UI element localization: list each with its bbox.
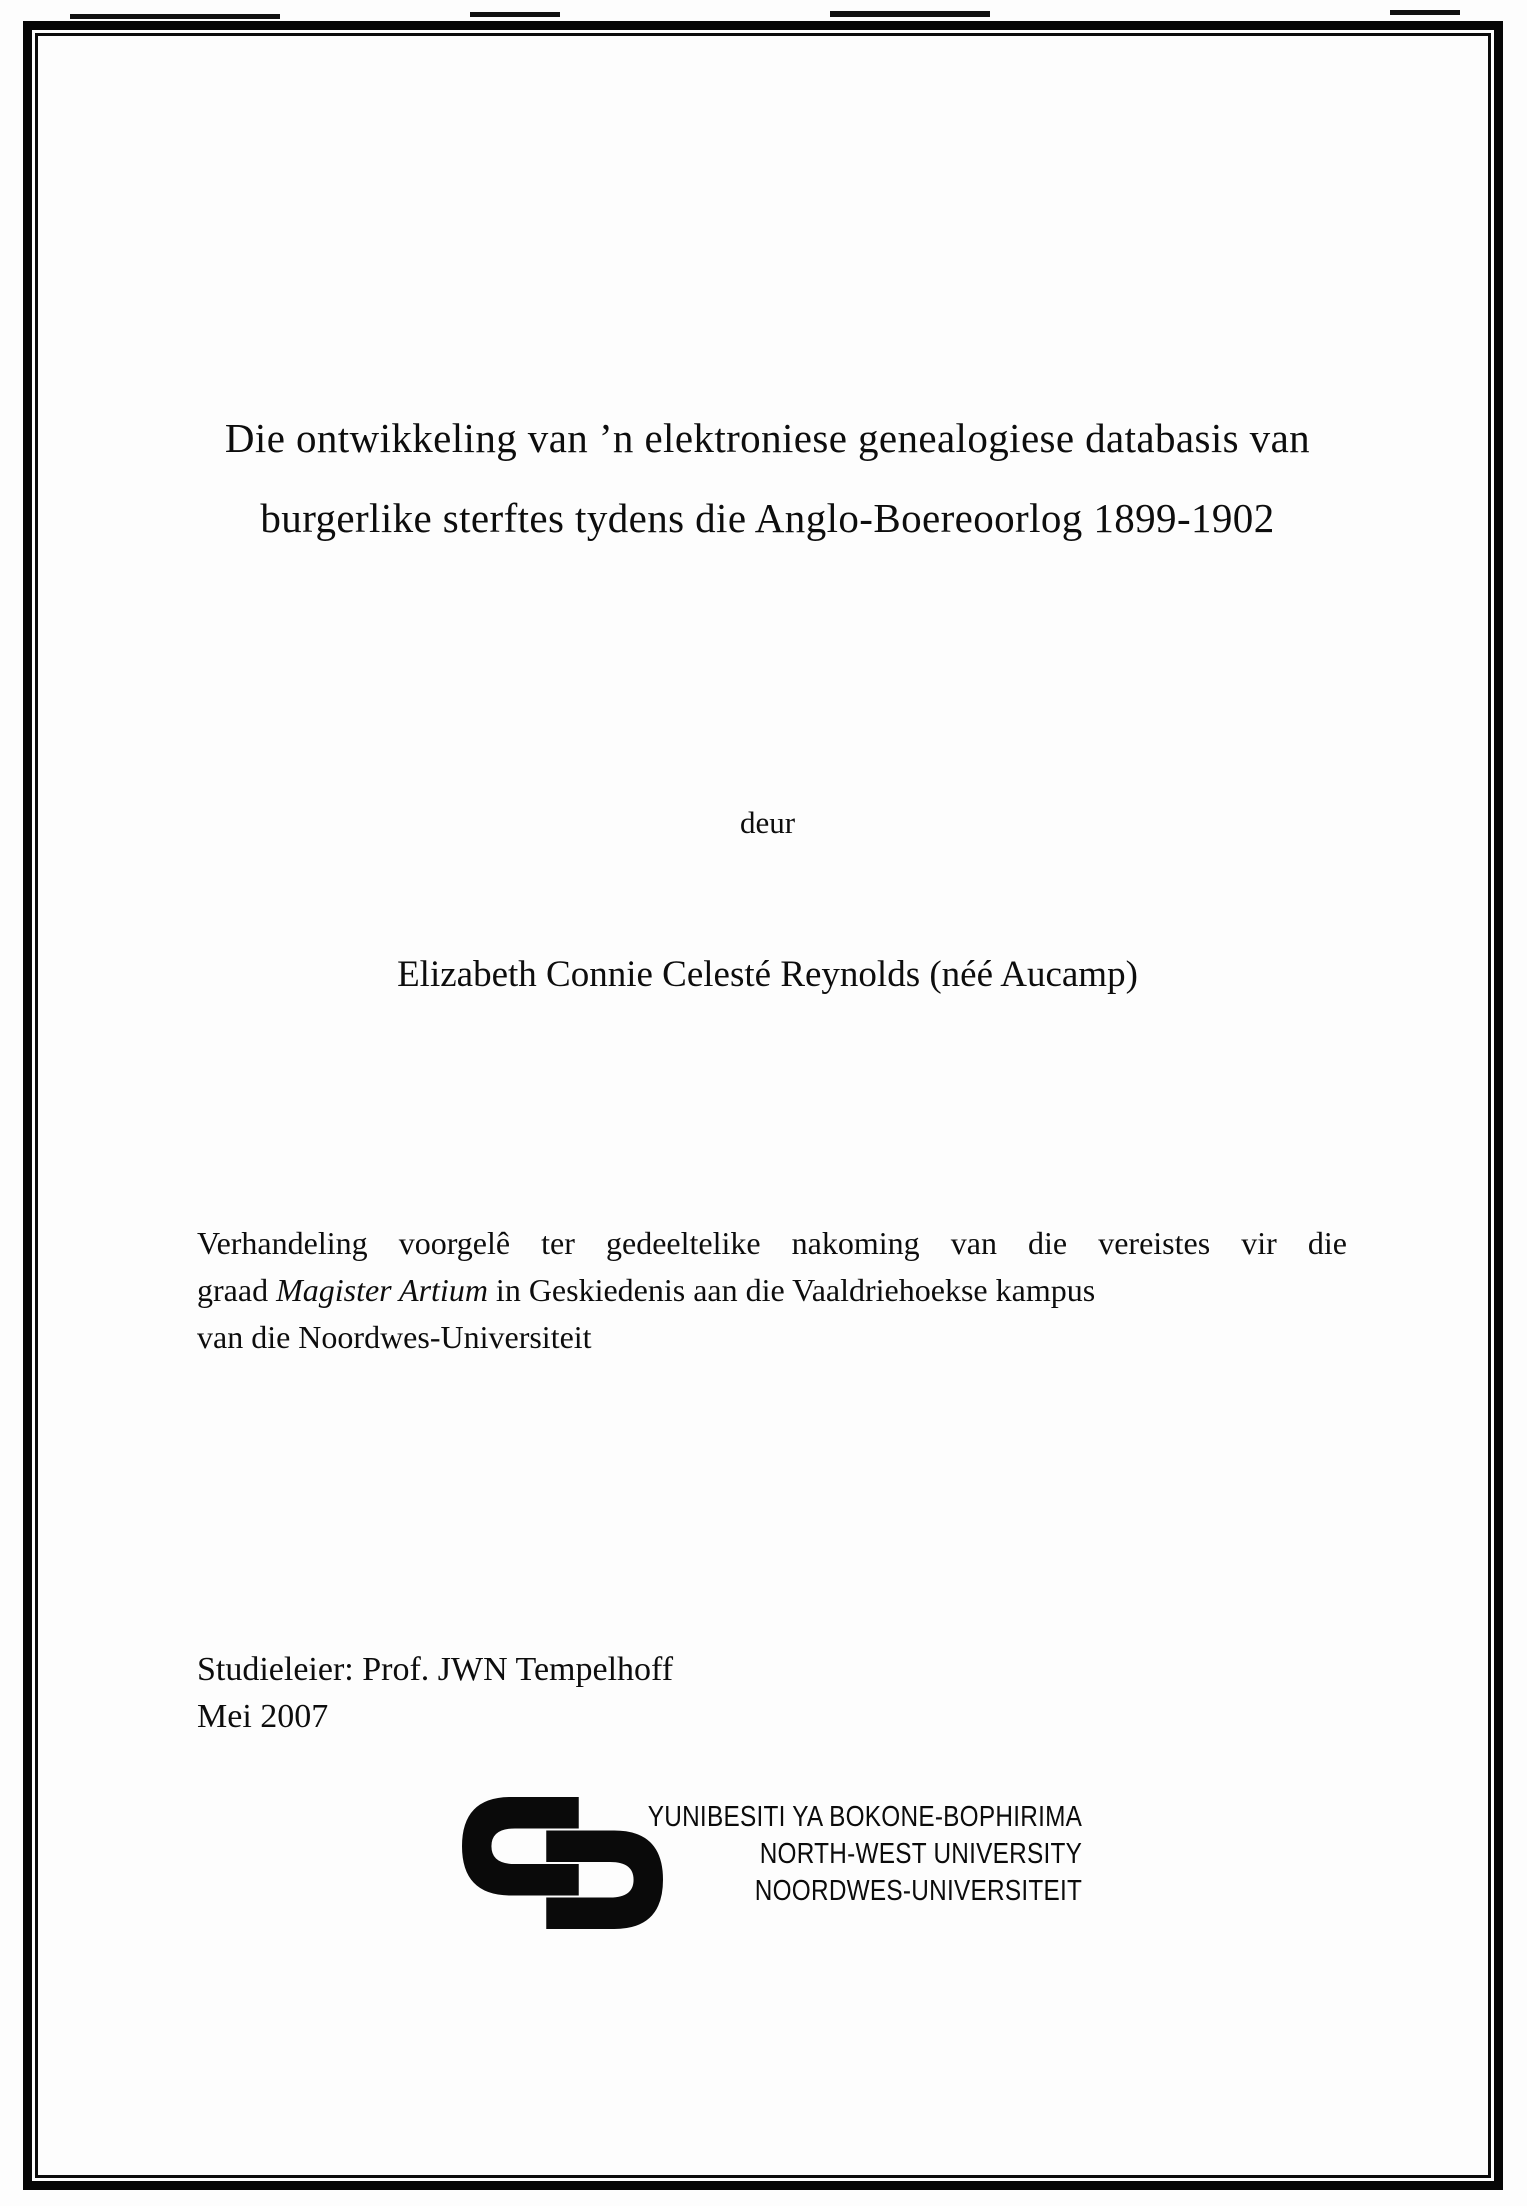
thesis-title-line2: burgerlike sterftes tydens die Anglo-Boereoorlog 1899-1902 xyxy=(260,495,1275,541)
scan-noise xyxy=(70,14,280,19)
submission-statement xyxy=(197,1220,1347,1361)
degree-name: Magister Artium xyxy=(276,1272,488,1308)
thesis-title xyxy=(190,398,1345,558)
thesis-title-line1: Die ontwikkeling van ’n elektroniese genealogiese databasis van xyxy=(224,415,1311,461)
submission-line3: van die Noordwes-Universiteit xyxy=(197,1319,592,1355)
supervisor-line: Studieleier: Prof. JWN Tempelhoff xyxy=(197,1651,674,1688)
submission-line2 xyxy=(197,1267,1347,1314)
submission-line2-post: in Geskiedenis aan die Vaaldriehoekse kampus xyxy=(487,1272,1096,1308)
logo-line-afrikaans: NOORDWES-UNIVERSITEIT xyxy=(754,1875,1082,1907)
logo-line-setswana: YUNIBESITI YA BOKONE-BOPHIRIMA xyxy=(647,1801,1082,1833)
supervisor-block xyxy=(197,1646,673,1740)
author-name: Elizabeth Connie Celesté Reynolds (néé Aucamp) xyxy=(397,954,1138,995)
submission-line2-pre: graad xyxy=(197,1272,277,1308)
scan-noise xyxy=(1390,10,1460,15)
logo-line-english: NORTH-WEST UNIVERSITY xyxy=(759,1838,1082,1870)
nwu-interlocking-links-icon xyxy=(462,1797,663,1929)
submission-line1: Verhandeling voorgelê ter gedeeltelike nakoming van die vereistes vir die xyxy=(197,1225,1347,1261)
scan-noise xyxy=(830,11,990,17)
scan-noise xyxy=(470,12,560,17)
date-line: Mei 2007 xyxy=(197,1698,329,1735)
university-logo-text xyxy=(648,1799,1082,1910)
byline-label: deur xyxy=(739,805,796,840)
